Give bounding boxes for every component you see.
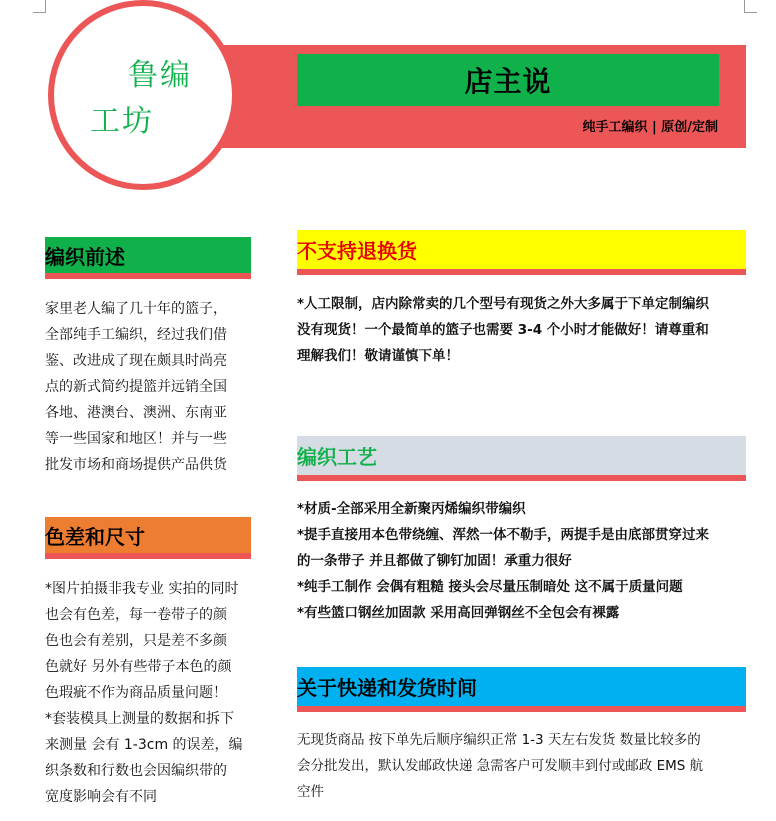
text-line: *套装模具上测量的数据和拆下	[45, 711, 234, 727]
text-line: 色也会有差别，只是差不多颜	[45, 633, 227, 649]
section-body-shipping	[297, 727, 752, 805]
text-line: *图片拍摄非我专业 实拍的同时	[45, 581, 239, 597]
text-line: 织条数和行数也会因编织带的	[45, 763, 227, 779]
section-heading-weaving-intro: 编织前述	[45, 237, 251, 279]
text-line: 理解我们！敬请谨慎下单！	[297, 348, 459, 364]
text-line: 全部纯手工编织，经过我们借	[45, 327, 227, 343]
text-line: 鉴、改进成了现在颇具时尚亮	[45, 353, 227, 369]
text-line: *人工限制，店内除常卖的几个型号有现货之外大多属于下单定制编织	[297, 296, 710, 312]
crop-mark-top-right	[744, 0, 757, 13]
text-line: 会分批发出，默认发邮政快递 急需客户可发顺丰到付或邮政 EMS 航	[297, 758, 704, 774]
text-line: 也会有色差，每一卷带子的颜	[45, 607, 227, 623]
logo-text-line2: 工坊	[90, 104, 154, 139]
text-line: 宽度影响会有不同	[45, 789, 157, 805]
text-line: 各地、港澳台、澳洲、东南亚	[45, 405, 227, 421]
section-body-weaving-craft	[297, 496, 752, 626]
section-heading-color-size: 色差和尺寸	[45, 517, 251, 559]
section-body-weaving-intro	[45, 296, 255, 478]
header-tagline: 纯手工编织 | 原创/定制	[582, 120, 718, 135]
crop-mark-top-left	[33, 0, 46, 13]
section-heading-no-returns: 不支持退换货	[297, 230, 746, 275]
logo-circle	[48, 0, 238, 190]
section-heading-shipping: 关于快递和发货时间	[297, 667, 746, 712]
logo-text-line1: 鲁编	[128, 58, 192, 93]
section-body-no-returns	[297, 291, 752, 369]
text-line: 没有现货！一个最简单的篮子也需要 3-4 个小时才能做好！请尊重和	[297, 322, 709, 338]
section-heading-weaving-craft: 编织工艺	[297, 436, 746, 481]
section-body-color-size	[45, 576, 255, 810]
text-line: *提手直接用本色带绕缠、浑然一体不勒手，两提手是由底部贯穿过来	[297, 527, 710, 543]
page-title: 店主说	[297, 54, 719, 106]
text-line: *材质-全部采用全新聚丙烯编织带编织	[297, 501, 526, 517]
text-line: 批发市场和商场提供产品供货	[45, 457, 227, 473]
text-line: *纯手工制作 会偶有粗糙 接头会尽量压制暗处 这不属于质量问题	[297, 579, 683, 595]
text-line: 色瑕疵不作为商品质量问题！	[45, 685, 227, 701]
text-line: 色就好 另外有些带子本色的颜	[45, 659, 232, 675]
text-line: *有些篮口钢丝加固款 采用高回弹钢丝不全包会有裸露	[297, 605, 620, 621]
text-line: 家里老人编了几十年的篮子，	[45, 301, 227, 317]
text-line: 等一些国家和地区！并与一些	[45, 431, 227, 447]
text-line: 的一条带子 并且都做了铆钉加固！承重力很好	[297, 553, 572, 569]
text-line: 点的新式简约提篮并远销全国	[45, 379, 227, 395]
text-line: 无现货商品 按下单先后顺序编织正常 1-3 天左右发货 数量比较多的	[297, 732, 701, 748]
text-line: 来测量 会有 1-3cm 的误差，编	[45, 737, 243, 753]
text-line: 空件	[297, 784, 324, 800]
